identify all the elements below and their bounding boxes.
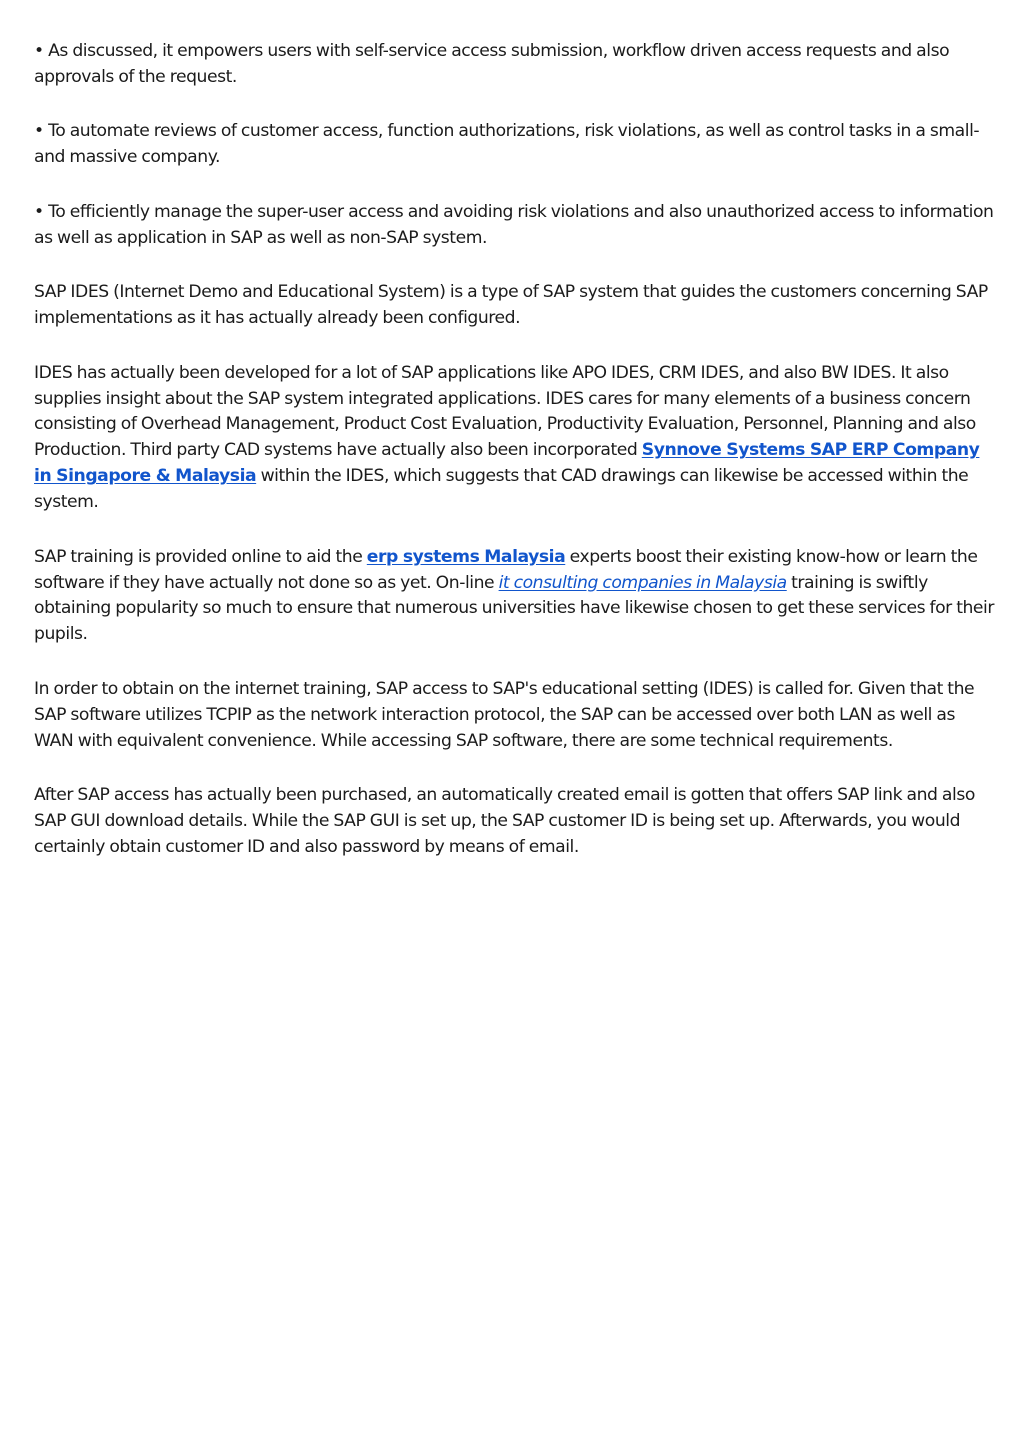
paragraph-text: • To automate reviews of customer access, function authorizations, risk violations, as well as control tasks in a small- and massive company. xyxy=(34,121,980,168)
paragraph-ides-applications xyxy=(34,361,994,516)
paragraph-sap-training xyxy=(34,545,994,649)
bullet-paragraph-automate-reviews xyxy=(34,119,994,171)
synnove-systems-link[interactable]: Synnove Systems SAP ERP Company in Singapore & Malaysia xyxy=(34,440,980,487)
bullet-paragraph-self-service xyxy=(34,39,994,91)
erp-systems-malaysia-link[interactable]: erp systems Malaysia xyxy=(366,546,566,567)
document-body xyxy=(34,39,994,890)
paragraph-text: • As discussed, it empowers users with self-service access submission, workflow driven access requests and also approvals of the request. xyxy=(34,41,950,87)
paragraph-sap-ides-intro xyxy=(34,280,994,332)
paragraph-text: • To efficiently manage the super-user access and avoiding risk violations and also unauthorized access to information as well as application in SAP as well as non-SAP system. xyxy=(34,201,994,248)
paragraph-text: After SAP access has actually been purchased, an automatically created email is gotten that offers SAP link and also SAP GUI download details. While the SAP GUI is set up, the SAP customer ID is being set up. Afterwards, you would certainly obtain customer ID and also password by means of email. xyxy=(34,785,975,857)
paragraph-text-middle: experts boost their existing know-how or learn the software if they have actually not done so as yet. On-line xyxy=(34,546,978,593)
paragraph-text: In order to obtain on the internet training, SAP access to SAP's educational setting (IDES) is called for. Given that the SAP software utilizes TCPIP as the network interaction protocol, the SAP can be accessed over both LAN as well as WAN with equivalent convenience. While accessing SAP software, there are some technical requirements. xyxy=(34,678,975,751)
paragraph-text-before-link: SAP training is provided online to aid the xyxy=(34,546,367,567)
paragraph-online-training xyxy=(34,677,994,755)
paragraph-text-after-link: training is swiftly obtaining popularity so much to ensure that numerous universities have likewise chosen to get these services for their pupils. xyxy=(34,572,994,645)
paragraph-text-after-link: within the IDES, which suggests that CAD drawings can likewise be accessed within the system. xyxy=(34,466,969,513)
paragraph-text-before-link: IDES has actually been developed for a lot of SAP applications like APO IDES, CRM IDES, and also BW IDES. It also supplies insight about the SAP system integrated applications. IDES cares for many elements of a business concern consisting of Overhead Management, Product Cost Evaluation, Productivity Evaluation, Personnel, Planning and also Production. Third party CAD systems have actually also been incorporated xyxy=(34,362,976,461)
it-consulting-companies-link[interactable]: it consulting companies in Malaysia xyxy=(498,572,787,593)
paragraph-sap-access-purchased xyxy=(34,783,994,861)
paragraph-text: SAP IDES (Internet Demo and Educational System) is a type of SAP system that guides the customers concerning SAP implementations as it has actually already been configured. xyxy=(34,282,988,329)
bullet-paragraph-super-user xyxy=(34,200,994,252)
